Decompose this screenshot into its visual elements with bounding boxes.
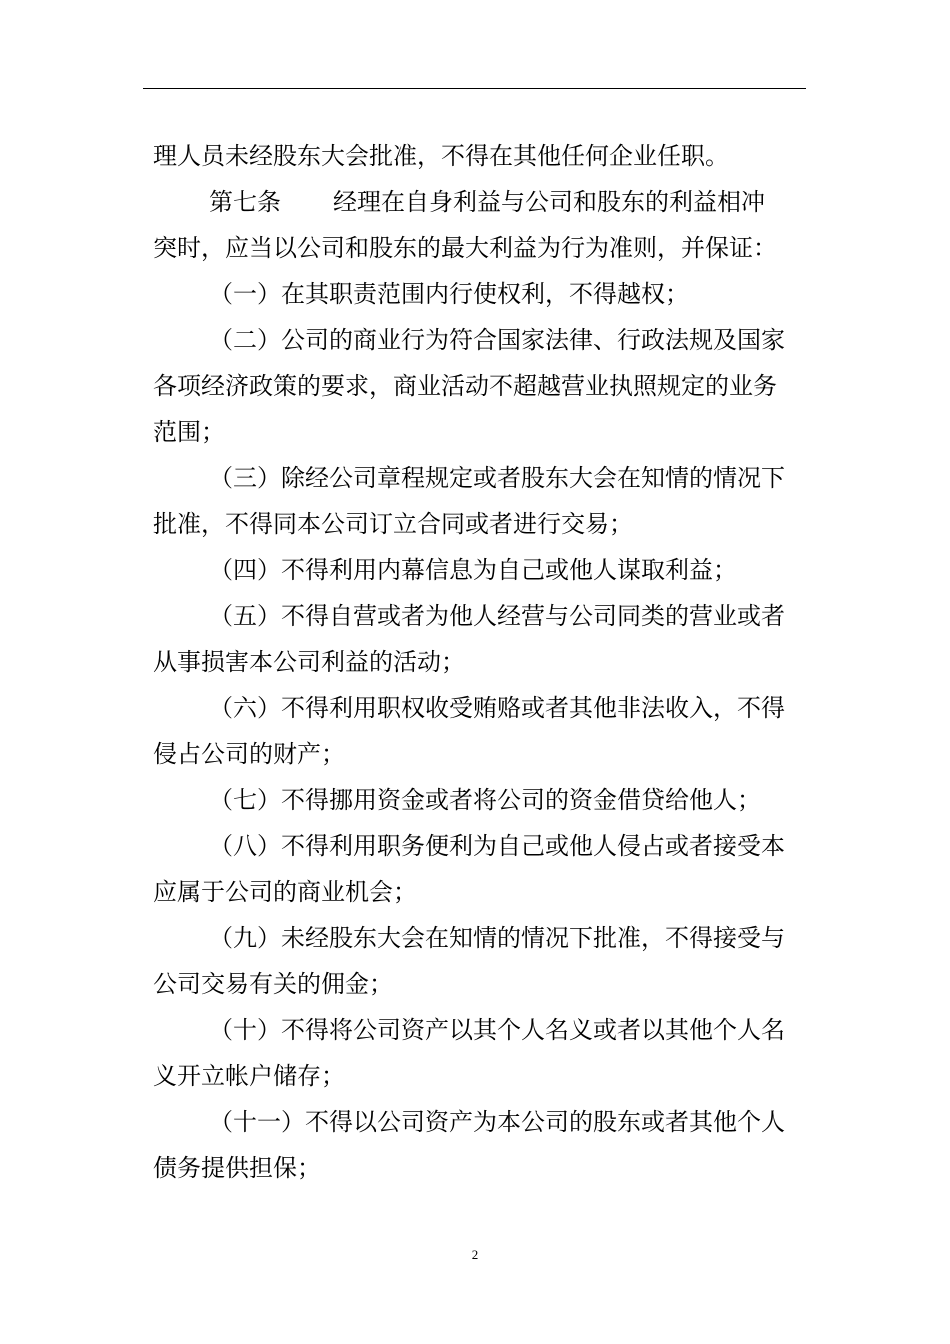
text-line: 义开立帐户储存； xyxy=(153,1062,345,1090)
list-item: （五）不得自营或者为他人经营与公司同类的营业或者 xyxy=(209,602,785,630)
list-item: （三）除经公司章程规定或者股东大会在知情的情况下 xyxy=(209,464,785,492)
text-line: 突时，应当以公司和股东的最大利益为行为准则，并保证： xyxy=(153,234,777,262)
text-line: 理人员未经股东大会批准，不得在其他任何企业任职。 xyxy=(153,142,729,170)
text-line: 各项经济政策的要求，商业活动不超越营业执照规定的业务 xyxy=(153,372,777,400)
text-line: 从事损害本公司利益的活动； xyxy=(153,648,465,676)
list-item: （八）不得利用职务便利为自己或他人侵占或者接受本 xyxy=(209,832,785,860)
list-item: （十）不得将公司资产以其个人名义或者以其他个人名 xyxy=(209,1016,785,1044)
list-item: （六）不得利用职权收受贿赂或者其他非法收入，不得 xyxy=(209,694,785,722)
text-line: 侵占公司的财产； xyxy=(153,740,345,768)
article-heading-line xyxy=(153,179,808,225)
list-item: （四）不得利用内幕信息为自己或他人谋取利益； xyxy=(209,556,737,584)
article-text: 经理在自身利益与公司和股东的利益相冲 xyxy=(333,188,765,216)
list-item: （一）在其职责范围内行使权利，不得越权； xyxy=(209,280,689,308)
page-number: 2 xyxy=(471,1247,479,1262)
text-line: 范围； xyxy=(153,418,225,446)
list-item: （二）公司的商业行为符合国家法律、行政法规及国家 xyxy=(209,326,785,354)
document-body xyxy=(153,133,808,1191)
header-rule xyxy=(143,88,806,89)
article-number: 第七条 xyxy=(209,188,281,216)
text-line: 应属于公司的商业机会； xyxy=(153,878,417,906)
list-item: （七）不得挪用资金或者将公司的资金借贷给他人； xyxy=(209,786,761,814)
list-item: （十一）不得以公司资产为本公司的股东或者其他个人 xyxy=(209,1108,785,1136)
list-item: （九）未经股东大会在知情的情况下批准，不得接受与 xyxy=(209,924,785,952)
text-line: 债务提供担保； xyxy=(153,1154,321,1182)
text-line: 公司交易有关的佣金； xyxy=(153,970,393,998)
text-line: 批准，不得同本公司订立合同或者进行交易； xyxy=(153,510,633,538)
